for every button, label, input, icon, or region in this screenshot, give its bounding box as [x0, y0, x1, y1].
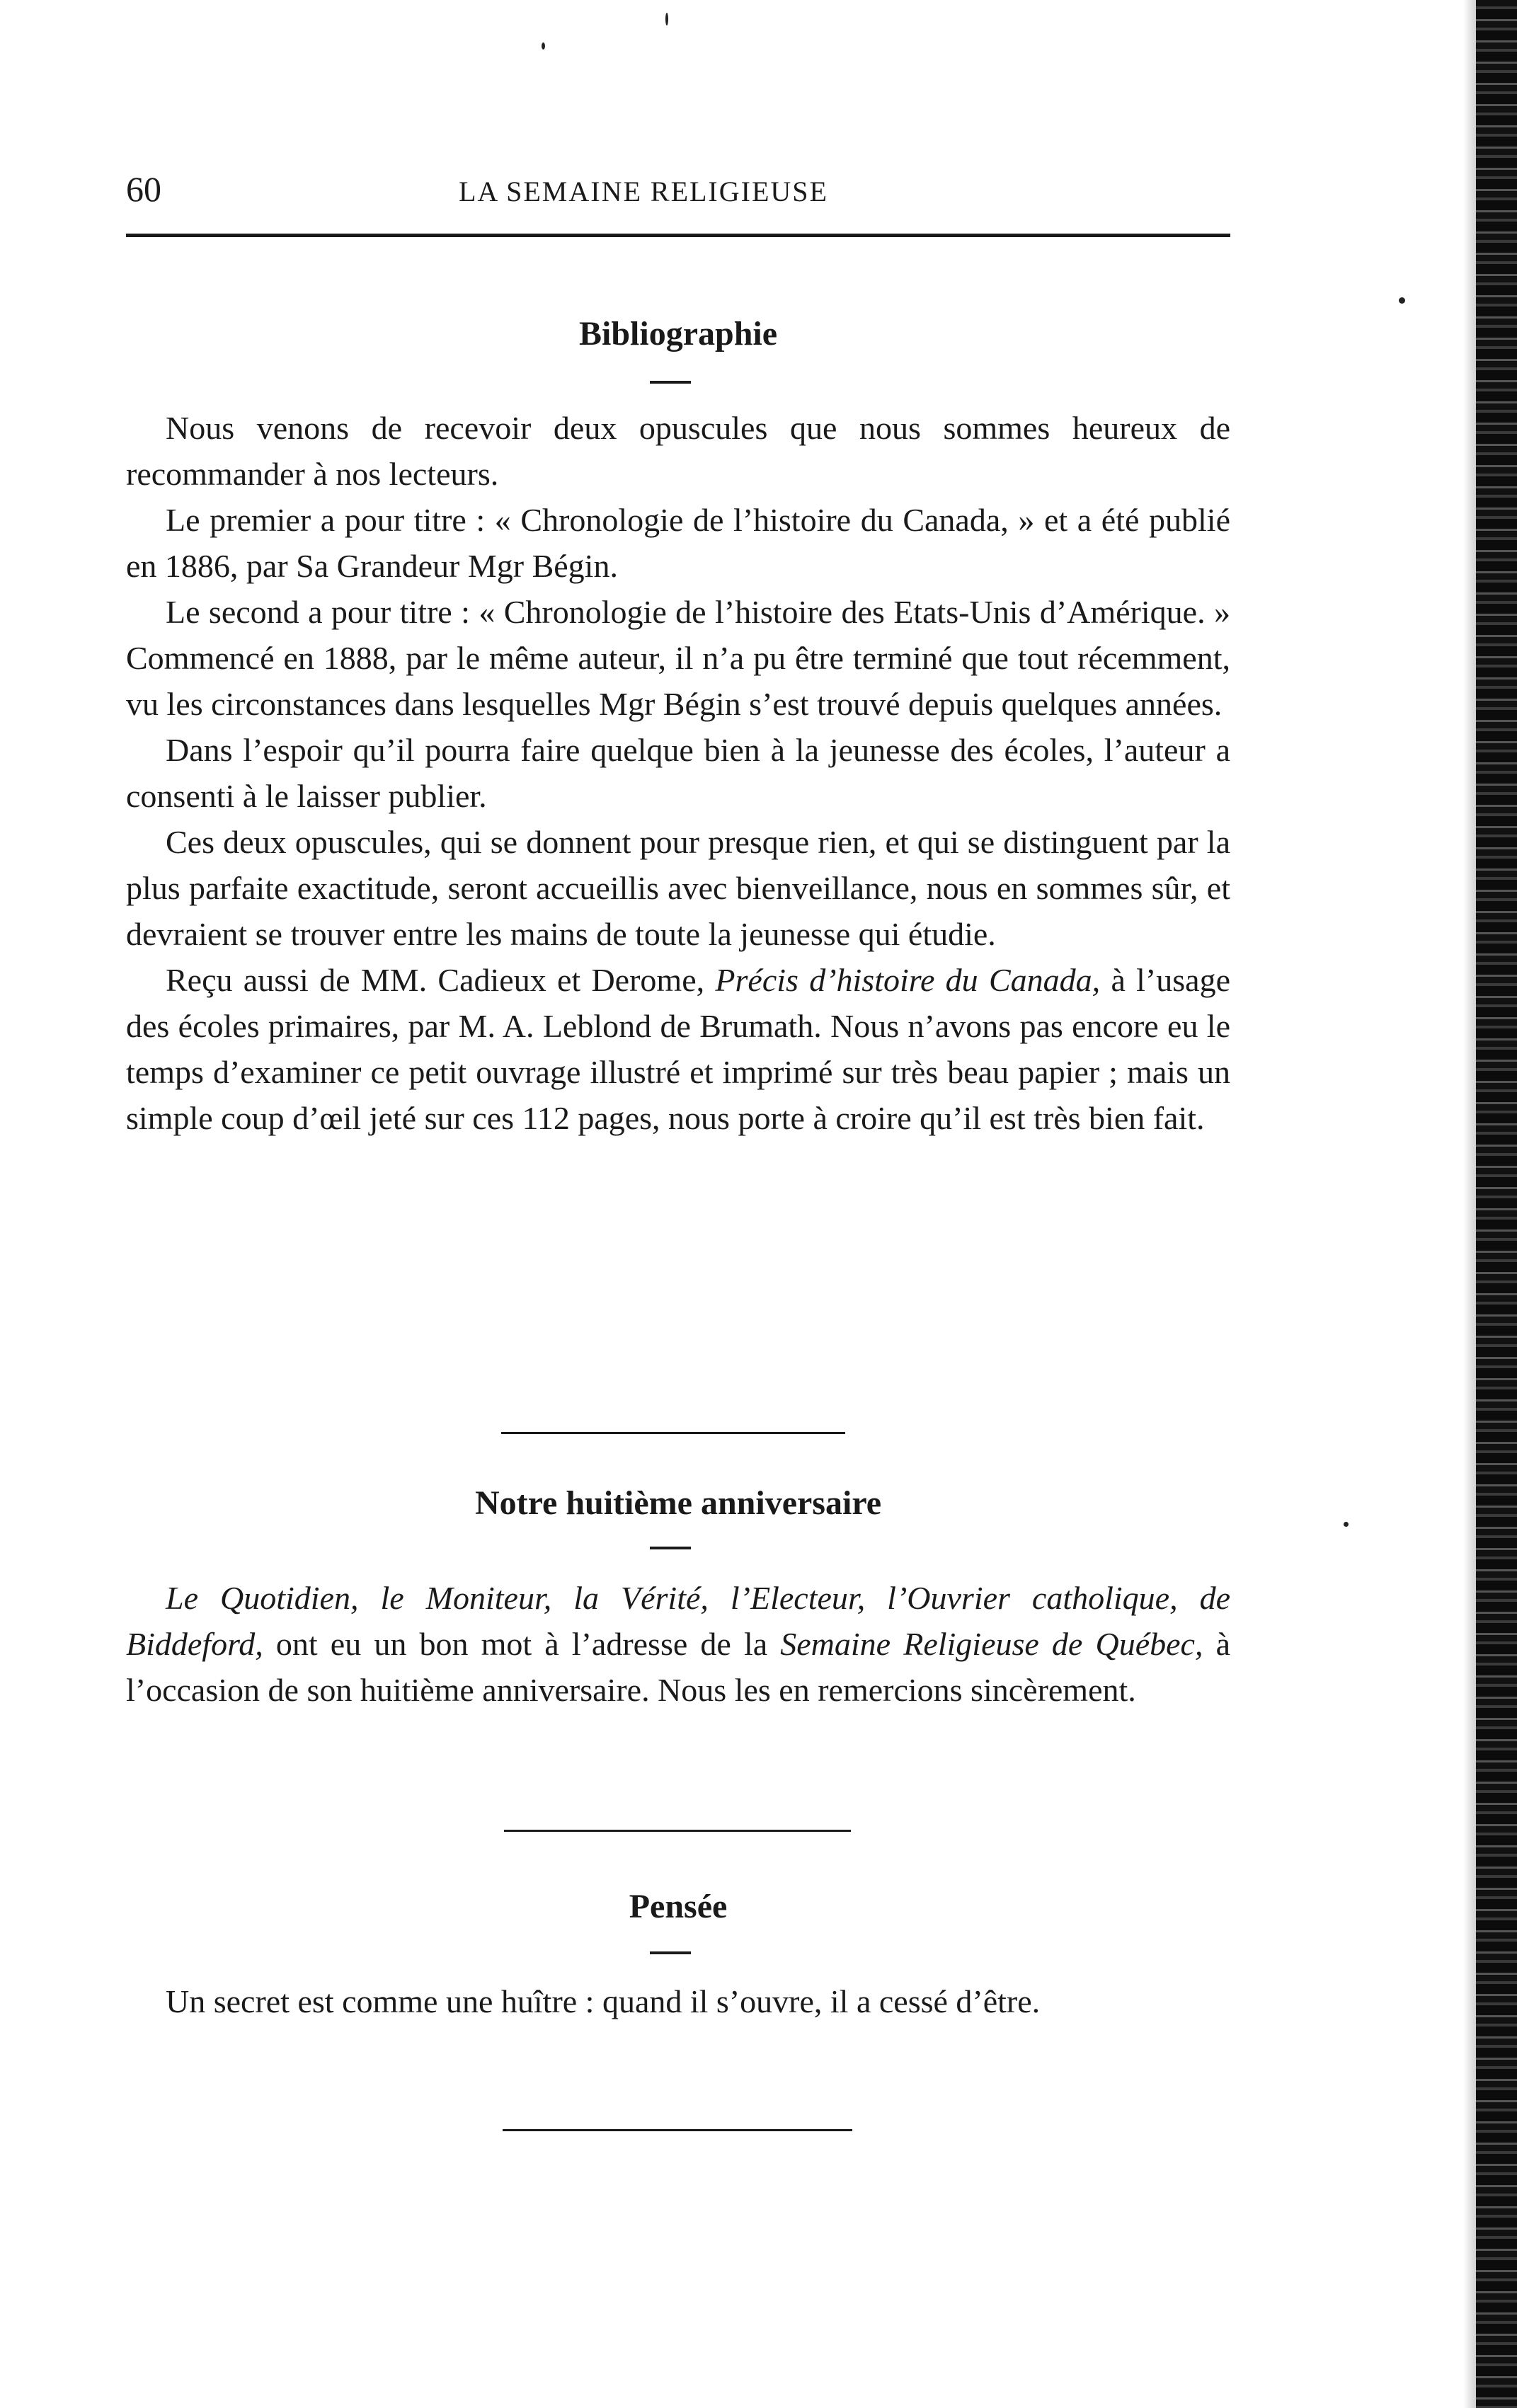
scan-edge-shadow [1463, 0, 1476, 2408]
paragraph: Un secret est comme une huître : quand il s’ouvre, il a cessé d’être. [166, 1983, 1041, 2019]
scan-speck [1399, 297, 1405, 304]
paragraph: Nous venons de recevoir deux opuscules que nous sommes heureux de recommander à nos lecteurs. [126, 410, 1230, 492]
paragraph: Dans l’espoir qu’il pourra faire quelque bien à la jeunesse des écoles, l’auteur a consenti à le laisser publier. [126, 732, 1230, 814]
section-separator [503, 2129, 852, 2131]
header-rule [126, 234, 1230, 237]
pensee-body [126, 1978, 1230, 2024]
book-title: Précis d’histoire du Canada, [715, 962, 1101, 998]
title-dash [650, 1951, 691, 1954]
paragraph: Le second a pour titre : « Chronologie de l’histoire des Etats-Unis d’Amérique. » Commencé en 1888, par le même auteur, il n’a pu être terminé que tout récemment, vu les circonstances dans lesquelles Mgr Bégin s’est trouvé depuis quelques années. [126, 594, 1230, 722]
bibliographie-body [126, 405, 1230, 1141]
scan-speck [542, 42, 545, 50]
paragraph-text: Reçu aussi de MM. Cadieux et Derome, [166, 962, 716, 998]
section-title-bibliographie: Bibliographie [578, 315, 778, 352]
paragraph [126, 957, 1230, 1141]
anniversaire-body [126, 1575, 1230, 1713]
paragraph-text: ont eu un bon mot à l’adresse de la [263, 1626, 781, 1662]
title-dash [650, 1547, 691, 1549]
publication-name: Semaine Religieuse de Québec, [780, 1626, 1203, 1662]
scan-edge [1476, 0, 1517, 2408]
paragraph [126, 1575, 1230, 1713]
running-title: LA SEMAINE RELIGIEUSE [459, 176, 828, 207]
page-header [126, 164, 1230, 214]
scan-speck [1344, 1522, 1349, 1527]
paragraph-text: à l’occasion de son huitième anniversaire. Nous les en remercions sincèrement. [126, 1626, 1230, 1708]
paragraph: Ces deux opuscules, qui se donnent pour presque rien, et qui se distinguent par la plus parfaite exactitude, seront accueillis avec bienveillance, nous en sommes sûr, et devraient se trouver entre les mains de toute la jeunesse qui étudie. [126, 824, 1230, 952]
paragraph-text: à l’usage des écoles primaires, par M. A. Leblond de Brumath. Nous n’avons pas encore eu le temps d’examiner ce petit ouvrage illustré et imprimé sur très beau papier ; mais un simple coup d’œil jeté sur ces 112 pages, nous porte à croire qu’il est très bien fait. [126, 962, 1230, 1136]
section-separator [501, 1432, 845, 1434]
scan-speck [665, 13, 668, 25]
title-dash [650, 381, 691, 384]
section-title-anniversaire: Notre huitième anniversaire [474, 1484, 882, 1522]
section-separator [504, 1830, 851, 1832]
paragraph: Le premier a pour titre : « Chronologie de l’histoire du Canada, » et a été publié en 1886, par Sa Grandeur Mgr Bégin. [126, 502, 1230, 584]
section-title-pensee: Pensée [629, 1888, 728, 1925]
newspaper-names: Le Quotidien, le Moniteur, la Vérité, l’Electeur, l’Ouvrier catholique, de Biddeford, [126, 1580, 1230, 1662]
page-number: 60 [126, 169, 161, 209]
